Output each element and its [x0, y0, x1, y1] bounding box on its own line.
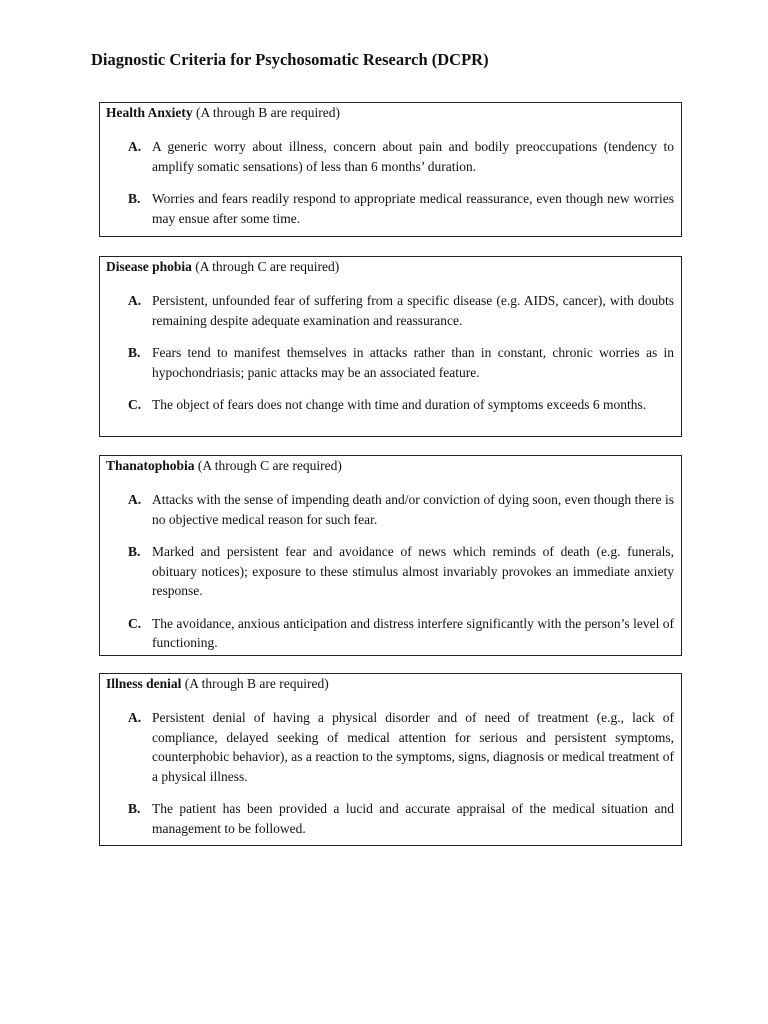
criterion-text: A generic worry about illness, concern about pain and bodily preoccupations (tendency to amplify somatic sensations) of less than 6 months’ duration. — [152, 139, 674, 174]
section-name: Illness denial — [106, 676, 182, 691]
section-requirement: (A through C are required) — [197, 458, 342, 473]
criterion-text: Fears tend to manifest themselves in attacks rather than in constant, chronic worries as in hypochondriasis; panic attacks may be an associated feature. — [152, 345, 674, 380]
criterion-item — [106, 542, 674, 601]
criteria-box-disease-phobia — [99, 256, 682, 437]
criterion-letter: A. — [128, 139, 142, 154]
criterion-item — [106, 490, 674, 529]
criterion-letter: B. — [128, 544, 141, 559]
criterion-item — [106, 291, 674, 330]
criterion-item — [106, 614, 674, 653]
criterion-text: The object of fears does not change with time and duration of symptoms exceeds 6 months. — [152, 397, 647, 412]
section-requirement: (A through B are required) — [184, 676, 329, 691]
criteria-box-illness-denial — [99, 673, 682, 846]
criterion-letter: C. — [128, 397, 142, 412]
criterion-item — [106, 137, 674, 176]
criterion-letter: B. — [128, 345, 141, 360]
criterion-item — [106, 799, 674, 838]
section-header — [106, 105, 674, 121]
section-header — [106, 676, 674, 692]
section-name: Thanatophobia — [106, 458, 195, 473]
criterion-text: Persistent, unfounded fear of suffering from a specific disease (e.g. AIDS, cancer), with doubts remaining despite adequate examination and reassurance. — [152, 293, 674, 328]
criterion-text: Marked and persistent fear and avoidance of news which reminds of death (e.g. funerals, obituary notices); exposure to these stimulus almost invariably provokes an immediate anxiety response. — [152, 544, 674, 598]
criterion-letter: B. — [128, 801, 141, 816]
criterion-item — [106, 395, 674, 415]
criterion-letter: A. — [128, 710, 142, 725]
criterion-letter: B. — [128, 191, 141, 206]
criterion-text: Attacks with the sense of impending death and/or conviction of dying soon, even though there is no objective medical reason for such fear. — [152, 492, 674, 527]
section-name: Disease phobia — [106, 259, 192, 274]
criterion-letter: A. — [128, 293, 142, 308]
section-header — [106, 458, 674, 474]
criterion-item — [106, 343, 674, 382]
criterion-item — [106, 189, 674, 228]
criteria-box-thanatophobia — [99, 455, 682, 656]
criterion-text: The avoidance, anxious anticipation and distress interfere significantly with the person’s level of functioning. — [152, 615, 674, 650]
criterion-letter: A. — [128, 492, 142, 507]
section-name: Health Anxiety — [106, 105, 193, 120]
section-header — [106, 259, 674, 275]
page-title: Diagnostic Criteria for Psychosomatic Research (DCPR) — [91, 50, 489, 69]
section-requirement: (A through C are required) — [195, 259, 340, 274]
criterion-item — [106, 708, 674, 786]
criterion-text: Worries and fears readily respond to appropriate medical reassurance, even though new worries may ensue after some time. — [152, 191, 674, 226]
criterion-letter: C. — [128, 615, 142, 631]
criterion-text: Persistent denial of having a physical disorder and of need of treatment (e.g., lack of compliance, delayed seeking of medical attention for serious and persistent symptoms, counterphobic behavior), as a reaction to the symptoms, signs, diagnosis or medical treatment of a physical illness. — [152, 710, 674, 784]
criteria-box-health-anxiety — [99, 102, 682, 237]
criterion-text: The patient has been provided a lucid and accurate appraisal of the medical situation and management to be followed. — [152, 801, 674, 836]
section-requirement: (A through B are required) — [196, 105, 340, 120]
